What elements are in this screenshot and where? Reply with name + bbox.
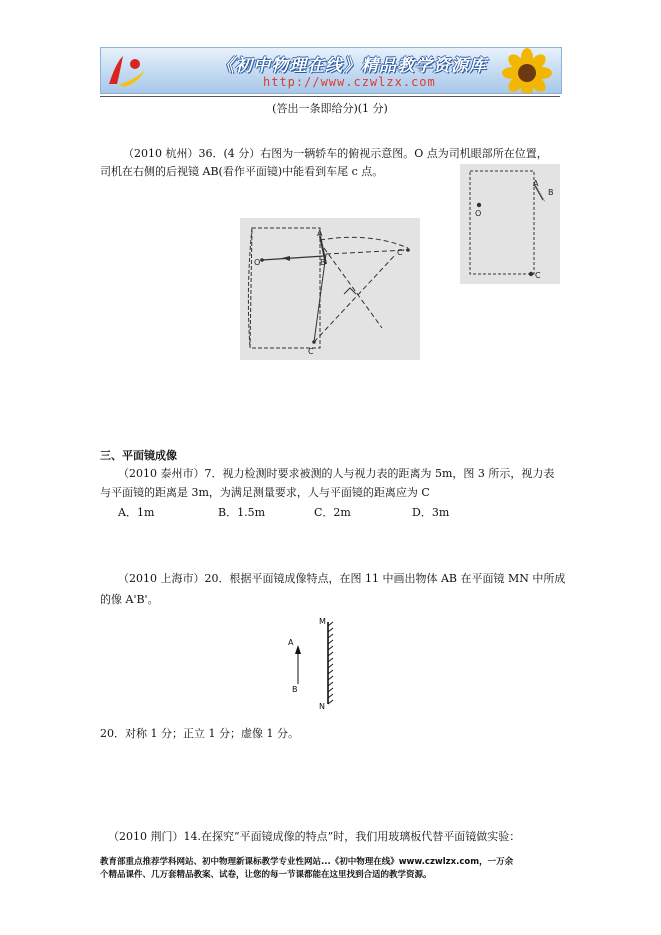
q1-line1: （2010 杭州）36．(4 分）右图为一辆轿车的俯视示意图。O 点为司机眼部所在位置， <box>123 147 548 160</box>
option-a: A．1m <box>118 506 155 519</box>
q3-answer: 20．对称 1 分；正立 1 分；虚像 1 分。 <box>100 727 299 740</box>
q3-line1: （2010 上海市）20．根据平面镜成像特点，在图 11 中画出物体 AB 在平面镜 MN 中所成 <box>118 572 566 585</box>
fig2-label: C' <box>397 248 405 257</box>
option-d: D．3m <box>412 506 450 519</box>
footer-line2: 个精品课件、几万套精品教案、试卷，让您的每一节课都能在这里找到合适的教学资源。 <box>100 870 432 880</box>
fig3-label: M <box>319 617 326 626</box>
q2-line1: （2010 泰州市）7．视力检测时要求被测的人与视力表的距离为 5m，图 3 所示，视力表 <box>118 467 555 480</box>
header-divider <box>100 96 560 97</box>
fig1-label: B <box>548 188 554 197</box>
fig3-label: A <box>288 638 294 647</box>
fig1-label: C <box>535 271 541 280</box>
fig3-label: N <box>319 702 325 711</box>
fig1-label: A <box>533 179 539 188</box>
fig2-label: A <box>317 229 323 238</box>
mirror-figure <box>282 612 352 712</box>
q3-line2: 的像 A'B'。 <box>100 593 159 606</box>
q2-line2: 与平面镜的距离是 3m，为满足测量要求，人与平面镜的距离应为 C <box>100 486 430 499</box>
fig1-label: O <box>475 209 482 218</box>
option-b: B．1.5m <box>218 506 266 519</box>
fig3-label: B <box>292 685 298 694</box>
section-heading: 三、平面镜成像 <box>100 449 177 462</box>
ray-diagram-figure <box>240 218 420 360</box>
q1-line2: 司机在右侧的后视镜 AB(看作平面镜)中能看到车尾 c 点。 <box>100 165 384 178</box>
q4-line1: （2010 荆门）14.在探究“平面镜成像的特点”时，我们用玻璃板代替平面镜做实验： <box>108 830 521 843</box>
site-logo-icon <box>105 52 149 89</box>
footer-line1: 教育部重点推荐学科网站、初中物理新课标教学专业性网站...《初中物理在线》www.czwlzx.com，一万余 <box>100 857 514 867</box>
car-topview-figure <box>460 164 560 284</box>
header-title: 《初中物理在线》精品教学资源库 <box>217 56 487 76</box>
fig2-label: B <box>320 258 326 267</box>
fig2-label: C <box>308 347 314 356</box>
header-url[interactable]: http://www.czwlzx.com <box>263 75 436 89</box>
fig2-label: O' <box>254 258 263 267</box>
option-c: C．2m <box>314 506 351 519</box>
answer-note: (答出一条即给分)(1 分) <box>272 102 388 115</box>
sunflower-icon <box>497 48 559 93</box>
header-banner <box>100 47 562 94</box>
